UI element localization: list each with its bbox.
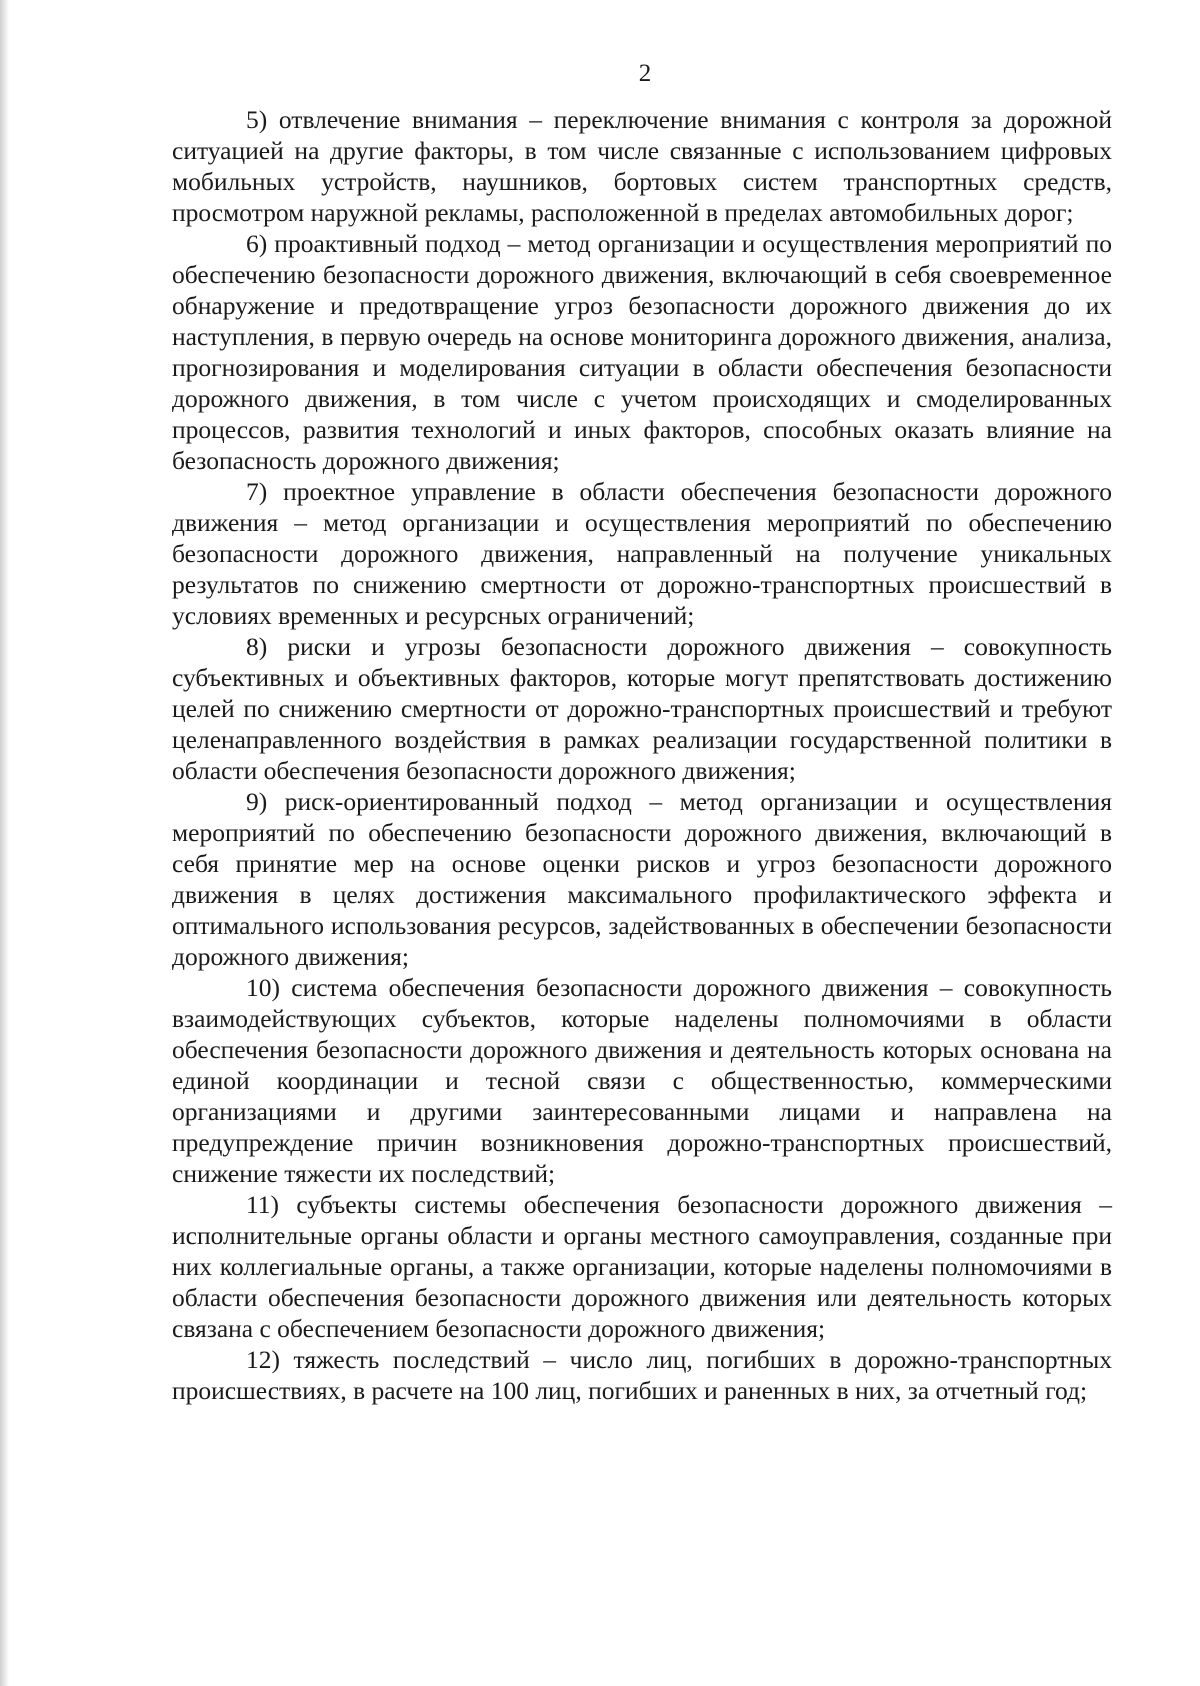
definition-paragraph-12: 12) тяжесть последствий – число лиц, погибших в дорожно-транспортных происшествиях, в расчете на 100 лиц, погибших и раненных в них, за отчетный год; (172, 1345, 1112, 1405)
definition-paragraph-8: 8) риски и угрозы безопасности дорожного движения – совокупность субъективных и объективных факторов, которые могут препятствовать достижению целей по снижению смертности от дорожно-транспортных происшествий и требуют целенаправленного воздействия в рамках реализации государственной политики в области обеспечения безопасности дорожного движения; (172, 632, 1112, 785)
page-number: 2 (638, 60, 652, 87)
document-body (172, 104, 1112, 1406)
definition-paragraph-6: 6) проактивный подход – метод организации и осуществления мероприятий по обеспечению безопасности дорожного движения, включающий в себя своевременное обнаружение и предотвращение угроз безопасности дорожного движения до их наступления, в первую очередь на основе мониторинга дорожного движения, анализа, прогнозирования и моделирования ситуации в области обеспечения безопасности дорожного движения, в том числе с учетом происходящих и смоделированных процессов, развития технологий и иных факторов, способных оказать влияние на безопасность дорожного движения; (172, 229, 1112, 475)
definition-paragraph-9: 9) риск-ориентированный подход – метод организации и осуществления мероприятий по обеспечению безопасности дорожного движения, включающий в себя принятие мер на основе оценки рисков и угроз безопасности дорожного движения в целях достижения максимального профилактического эффекта и оптимального использования ресурсов, задействованных в обеспечении безопасности дорожного движения; (172, 787, 1112, 971)
scan-edge (0, 0, 9, 1686)
definition-paragraph-10: 10) система обеспечения безопасности дорожного движения – совокупность взаимодействующих субъектов, которые наделены полномочиями в области обеспечения безопасности дорожного движения и деятельность которых основана на единой координации и тесной связи с общественностью, коммерческими организациями и другими заинтересованными лицами и направлена на предупреждение причин возникновения дорожно-транспортных происшествий, снижение тяжести их последствий; (172, 973, 1112, 1188)
definition-paragraph-7: 7) проектное управление в области обеспечения безопасности дорожного движения – метод организации и осуществления мероприятий по обеспечению безопасности дорожного движения, направленный на получение уникальных результатов по снижению смертности от дорожно-транспортных происшествий в условиях временных и ресурсных ограничений; (172, 477, 1112, 630)
definition-paragraph-11: 11) субъекты системы обеспечения безопасности дорожного движения – исполнительные органы области и органы местного самоуправления, созданные при них коллегиальные органы, а также организации, которые наделены полномочиями в области обеспечения безопасности дорожного движения или деятельность которых связана с обеспечением безопасности дорожного движения; (172, 1190, 1112, 1343)
definition-paragraph-5: 5) отвлечение внимания – переключение внимания с контроля за дорожной ситуацией на другие факторы, в том числе связанные с использованием цифровых мобильных устройств, наушников, бортовых систем транспортных средств, просмотром наружной рекламы, расположенной в пределах автомобильных дорог; (172, 105, 1112, 227)
